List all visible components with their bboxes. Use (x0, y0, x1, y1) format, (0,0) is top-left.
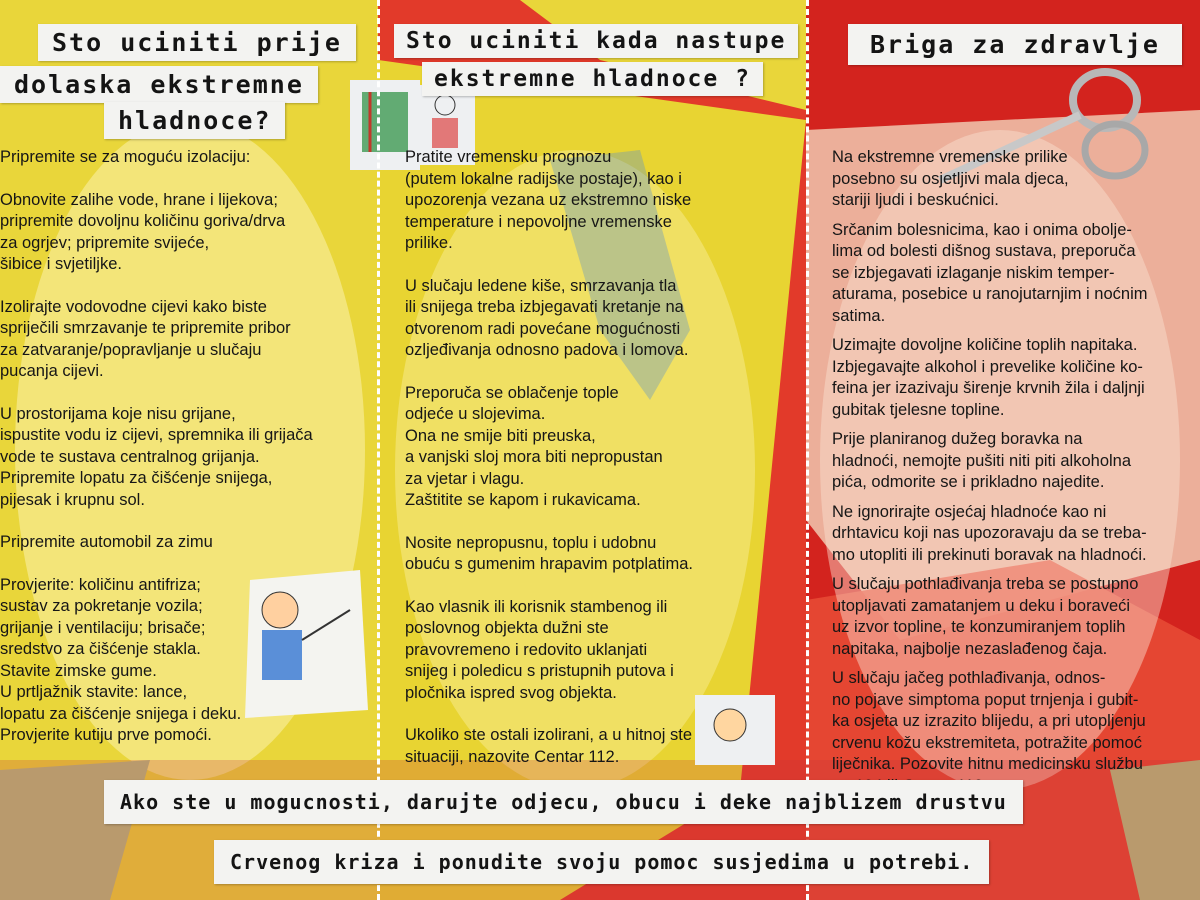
column-2-paragraph: Pratite vremensku prognozu (putem lokalne radijske postaje), kao i upozorenja vezana uz ekstremno niske temperature i nepovoljne vremenske prilike. (405, 148, 692, 252)
column-3-paragraph: U slučaju jačeg pothlađivanja, odnos- no pojave simptoma poput trnjenja i gubit- ka osjeta uz izrazito blijedu, a pri utopljenju crvenu kožu ekstremiteta, potražite pomoć liječnika. Pozovite hitnu medicinsku službu (832, 669, 1146, 773)
column-2-paragraph: Ukoliko ste ostali izolirani, a u hitnoj ste situaciji, nazovite Centar 112. (405, 726, 693, 766)
column-3-paragraph: Na ekstremne vremenske prilike posebno su osjetljivi mala djeca, stariji ljudi i beskućnici. (832, 148, 1069, 209)
column-1-paragraph: Pripremite automobil za zimu (0, 533, 213, 551)
column-2-title-line-2: ekstremne hladnoce ? (422, 62, 763, 96)
column-3-text (832, 147, 1200, 805)
column-1-title-line-3: hladnoce? (104, 102, 285, 139)
column-1-paragraph: Izolirajte vodovodne cijevi kako biste spriječili smrzavanje te pripremite pribor za zatvaranje/popravljanje u slučaju pucanja cijevi. (0, 297, 291, 380)
column-3-paragraph: Srčanim bolesnicima, kao i onima obolje- lima od bolesti dišnog sustava, preporuča se izbjegavati izlaganje niskim temper- aturama, posebice u ranojutarnjim i noćnim satima. (832, 220, 1148, 325)
column-3-paragraph: Uzimajte dovoljne količine toplih napitaka. Izbjegavajte alkohol i prevelike količine ko- feina jer izazivaju širenje krvnih žila i daljnji gubitak tjelesne topline. (832, 336, 1145, 419)
column-3-paragraph: Ne ignorirajte osjećaj hladnoće kao ni drhtavicu koji nas upozoravaju da se treba- mo utopliti ili prekinuti boravak na hladnoći. (832, 502, 1147, 564)
column-2-text (405, 147, 800, 789)
column-2-paragraph: U slučaju ledene kiše, smrzavanja tla ili snijega treba izbjegavati kretanje na otvorenom radi povećane mogućnosti ozljeđivanja odnosno padova i lomova. (405, 276, 689, 359)
column-1-paragraph: Obnovite zalihe vode, hrane i lijekova; pripremite dovoljnu količinu goriva/drva za ogrjev; pripremite svijeće, šibice i svjetiljke. (0, 190, 286, 273)
footer-line-2: Crvenog kriza i ponudite svoju pomoc susjedima u potrebi. (214, 840, 989, 884)
fold-line-right (806, 0, 809, 900)
column-1-paragraph: Provjerite: količinu antifriza; sustav za pokretanje vozila; grijanje i ventilaciju; brisače; sredstvo za čišćenje stakla. Stavite zimske gume. U prtljažnik stavite: lance, lopatu za čišćenje snijega i deku. Provjerite kutiju prve pomoći. (0, 575, 242, 744)
column-1-title-line-2: dolaska ekstremne (0, 66, 318, 103)
column-2-paragraph: Kao vlasnik ili korisnik stambenog ili poslovnog objekta dužni ste pravovremeno i redovito uklanjati snijeg i poledicu s pristupnih putova i pločnika ispred svog objekta. (405, 597, 674, 702)
column-1-text (0, 147, 378, 768)
column-3-paragraph: U slučaju pothlađivanja treba se postupno utopljavati zamatanjem u deku i boraveći uz izvor topline, te konzumiranjem toplih napitaka, najbolje nezaslađenog čaja. (832, 575, 1139, 658)
footer-line-1: Ako ste u mogucnosti, darujte odjecu, obucu i deke najblizem drustvu (104, 780, 1023, 824)
column-1-paragraph: U prostorijama koje nisu grijane, ispustite vodu iz cijevi, spremnika ili grijača vode te sustava centralnog grijanja. Pripremite lopatu za čišćenje snijega, pijesak i krupnu sol. (0, 404, 313, 509)
column-2-paragraph: Nosite nepropusnu, toplu i udobnu obuću s gumenim hrapavim potplatima. (405, 533, 693, 573)
column-3-paragraph: Prije planiranog dužeg boravka na hladnoći, nemojte pušiti niti piti alkoholna pića, odmorite se i prikladno najedite. (832, 430, 1132, 491)
column-2-title-line-1: Sto uciniti kada nastupe (394, 24, 798, 58)
column-1-paragraph: Pripremite se za moguću izolaciju: (0, 148, 251, 166)
column-2-paragraph: Preporuča se oblačenje tople odjeće u slojevima. Ona ne smije biti preuska, a vanjski sloj mora biti nepropustan za vjetar i vlagu. Zaštitite se kapom i rukavicama. (405, 383, 663, 509)
column-1-title-line-1: Sto uciniti prije (38, 24, 356, 61)
column-3-title: Briga za zdravlje (848, 24, 1182, 65)
